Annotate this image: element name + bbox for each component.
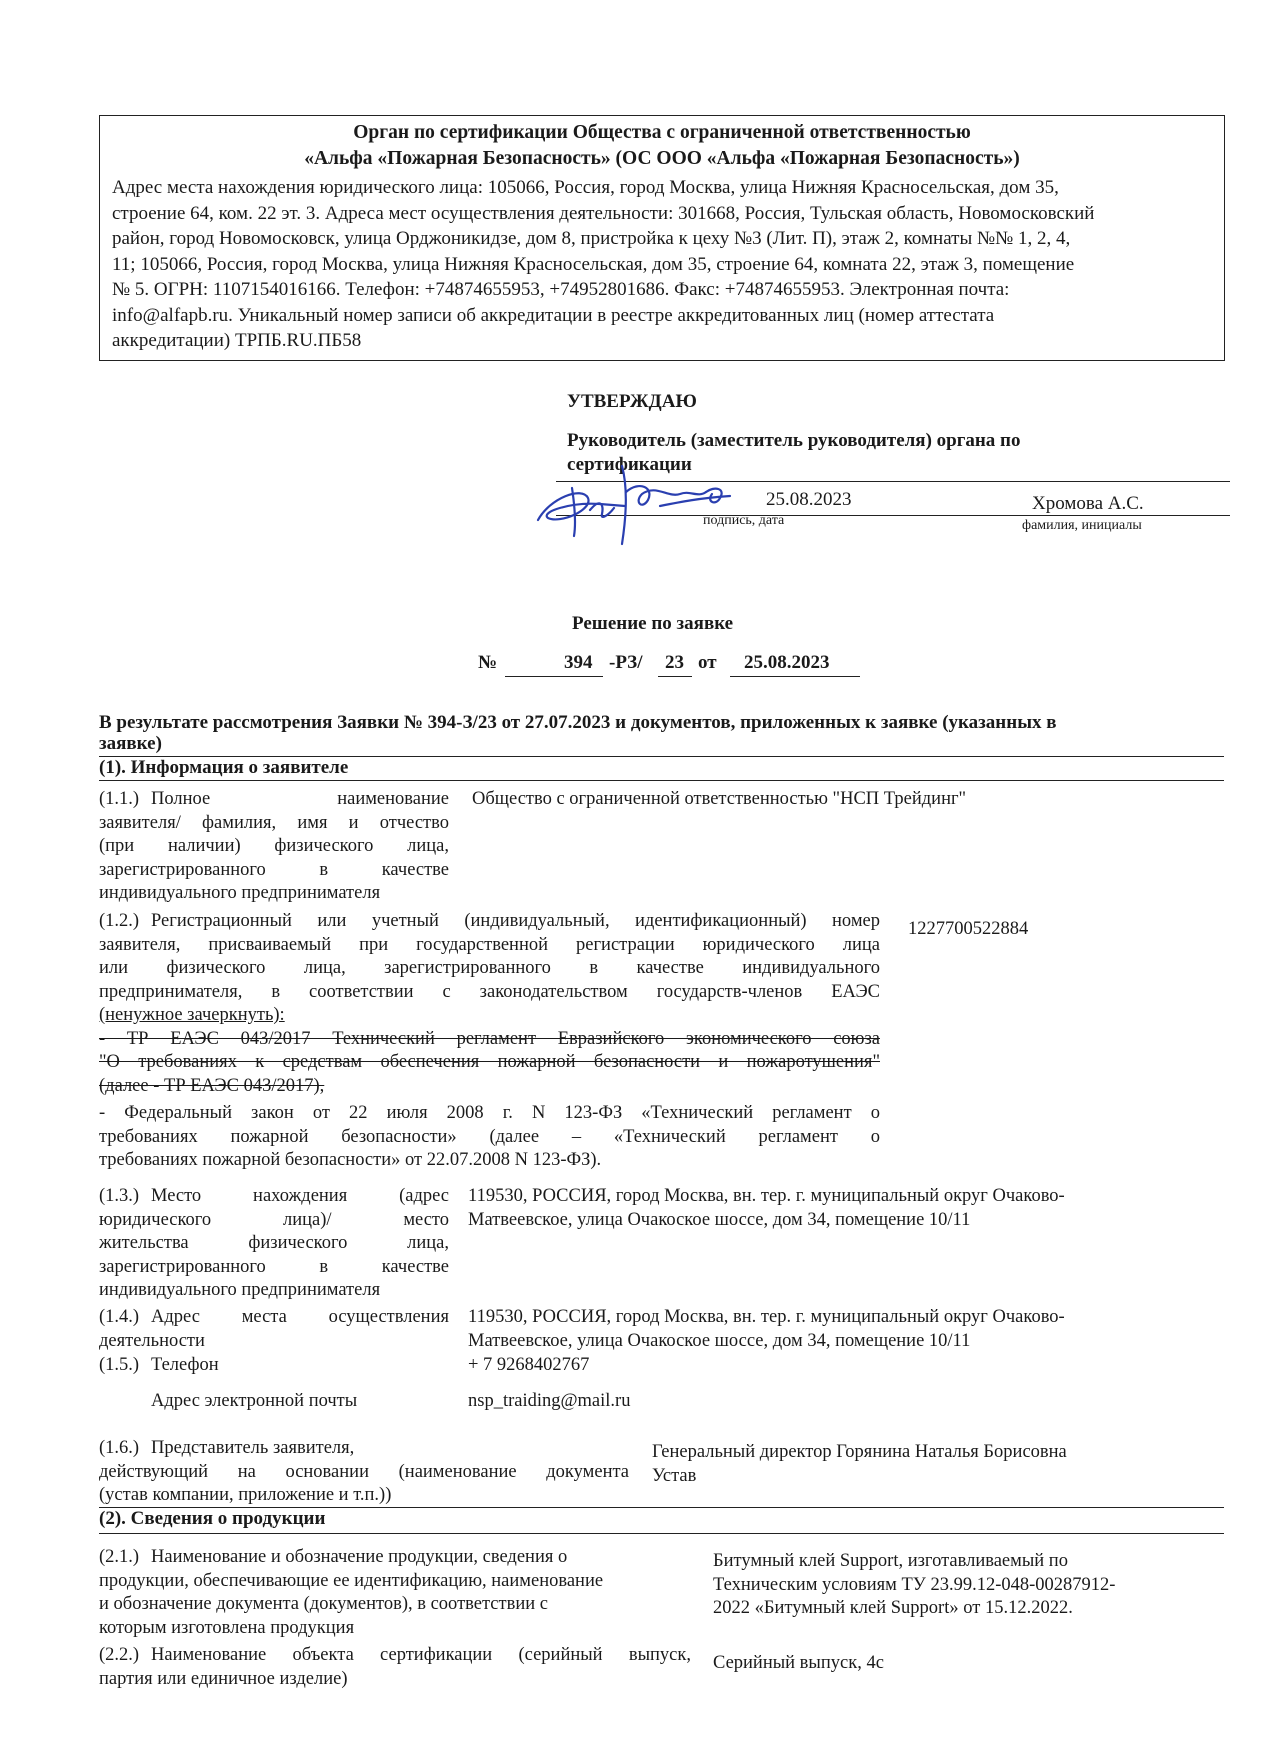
- item-1-4-number: (1.4.): [99, 1307, 140, 1327]
- header-line: № 5. ОГРН: 1107154016166. Телефон: +74874655953, +74952801686. Факс: +74874655953. Электронная почта:: [112, 279, 1010, 300]
- caption-signature-date: подпись, дата: [703, 513, 785, 528]
- item-1-2-label: Регистрационный или учетный (индивидуальный, идентификационный) номер заявителя, присваиваемый при государственной регистрации юридического лица или физического лица, зарегистрированного в качестве индивидуального предпринимателя, в соответствии с законодательством государств-членов ЕАЭС (ненужное зачеркнуть): - ТР ЕАЭС 043/2017 Технический регламент Евразийского экономического союза "О требованиях к средствам обеспечения пожарной безопасности и пожаротушения" (далее - ТР ЕАЭС 043/2017), - Федеральный закон от 22 июля 2008 г. N 123-ФЗ «Технический регламент о требованиях пожарной безопасности» (далее – «Технический регламент о требованиях пожарной безопасности» от 22.07.2008 N 123-ФЗ).: [99, 911, 880, 1170]
- handwritten-signature: [530, 458, 790, 548]
- representative-value: Генеральный директор Горянина Наталья Борисовна Устав: [652, 1442, 1067, 1486]
- header-line: район, город Новомосковск, улица Орджоникидзе, дом 8, пристройка к цеху №3 (Лит. П), этаж 2, комнаты №№ 1, 2, 4,: [112, 228, 1071, 249]
- section1-title-rule: [99, 780, 1224, 781]
- item-2-1-number: (2.1.): [99, 1547, 140, 1567]
- number-underline: [505, 676, 603, 677]
- item-1-6-number: (1.6.): [99, 1438, 140, 1458]
- caption-name-initials: фамилия, инициалы: [1022, 518, 1142, 533]
- header-line: Адрес места нахождения юридического лица: 105066, Россия, город Москва, улица Нижняя Красносельская, дом 35,: [112, 177, 1059, 198]
- section1-title: (1). Информация о заявителе: [99, 757, 349, 778]
- email-label: Адрес электронной почты: [151, 1391, 358, 1411]
- approver-name: Хромова А.С.: [1032, 493, 1144, 514]
- date-underline: [730, 676, 860, 677]
- registration-number: 1227700522884: [908, 919, 1029, 939]
- section2-title: (2). Сведения о продукции: [99, 1508, 326, 1529]
- item-1-5-number: (1.5.): [99, 1355, 140, 1375]
- applicant-full-name: Общество с ограниченной ответственностью "НСП Трейдинг": [472, 789, 967, 809]
- item-1-1-number: (1.1.): [99, 789, 140, 809]
- item-2-2-number: (2.2.): [99, 1645, 140, 1665]
- header-line: строение 64, ком. 22 эт. 3. Адреса мест осуществления деятельности: 301668, Россия, Тульская область, Новомосковский: [112, 202, 1095, 224]
- from-label: от: [698, 652, 717, 673]
- approver-role-line2: сертификации: [567, 454, 692, 475]
- decision-title: Решение по заявке: [572, 613, 734, 634]
- item-1-4-label: Адрес места осуществления деятельности: [99, 1307, 449, 1351]
- approve-heading: УТВЕРЖДАЮ: [567, 391, 697, 412]
- header-title-line1: Орган по сертификации Общества с ограниченной ответственностью: [353, 122, 971, 143]
- certification-body-header: [99, 115, 1225, 361]
- decision-number: 394: [564, 652, 593, 673]
- item-1-1-label: Полное наименование заявителя/ фамилия, имя и отчество (при наличии) физического лица, зарегистрированного в качестве индивидуального предпринимателя: [99, 789, 449, 903]
- item-2-2-label: Наименование объекта сертификации (серийный выпуск, партия или единичное изделие): [99, 1645, 691, 1689]
- item-1-6-label: Представитель заявителя, действующий на основании (наименование документа (устав компании, приложение и т.п.)): [99, 1438, 629, 1505]
- certification-object-value: Серийный выпуск, 4с: [713, 1653, 884, 1673]
- number-sign: №: [478, 652, 498, 673]
- item-1-2-number: (1.2.): [99, 911, 140, 931]
- phone-value: + 7 9268402767: [468, 1355, 590, 1375]
- header-body: [112, 175, 1214, 354]
- header-line: info@alfapb.ru. Уникальный номер записи об аккредитации в реестре аккредитованных лиц (номер аттестата: [112, 304, 995, 326]
- applicant-legal-address: 119530, РОССИЯ, город Москва, вн. тер. г. муниципальный округ Очаково- Матвеевское, улица Очакоское шоссе, дом 34, помещение 10/11: [468, 1186, 1065, 1230]
- phone-label: Телефон: [151, 1355, 219, 1375]
- intro-line2: заявке): [99, 733, 162, 754]
- item-1-3-label: Место нахождения (адрес юридического лица)/ место жительства физического лица, зарегистрированного в качестве индивидуального предпринимателя: [99, 1186, 449, 1300]
- section2-title-rule: [99, 1533, 1224, 1534]
- email-value: nsp_traiding@mail.ru: [468, 1391, 631, 1411]
- approver-role-line1: Руководитель (заместитель руководителя) органа по: [567, 430, 1021, 451]
- header-line: аккредитации) ТРПБ.RU.ПБ58: [112, 330, 362, 351]
- approval-date: 25.08.2023: [766, 489, 852, 510]
- item-1-3-number: (1.3.): [99, 1186, 140, 1206]
- decision-code: -РЗ/: [609, 652, 643, 673]
- intro-line1: В результате рассмотрения Заявки № 394-З/23 от 27.07.2023 и документов, приложенных к заявке (указанных в: [99, 712, 1057, 733]
- activity-address: 119530, РОССИЯ, город Москва, вн. тер. г. муниципальный округ Очаково- Матвеевское, улица Очакоское шоссе, дом 34, помещение 10/11: [468, 1307, 1065, 1351]
- year-underline: [658, 676, 692, 677]
- header-title-line2: «Альфа «Пожарная Безопасность» (ОС ООО «Альфа «Пожарная Безопасность»): [304, 148, 1020, 169]
- item-2-1-label: Наименование и обозначение продукции, сведения о продукции, обеспечивающие ее идентификацию, наименование и обозначение документа (документов), в соответствии с которым изготовлена продукция: [99, 1547, 604, 1638]
- decision-date: 25.08.2023: [744, 652, 830, 673]
- product-name-value: Битумный клей Support, изготавливаемый по Техническим условиям ТУ 23.99.12-048-00287912- 2022 «Битумный клей Support» от 15.12.2022.: [713, 1551, 1116, 1618]
- header-line: 11; 105066, Россия, город Москва, улица Нижняя Красносельская, дом 35, строение 64, комната 22, этаж 3, помещение: [112, 253, 1075, 275]
- decision-year: 23: [665, 652, 684, 673]
